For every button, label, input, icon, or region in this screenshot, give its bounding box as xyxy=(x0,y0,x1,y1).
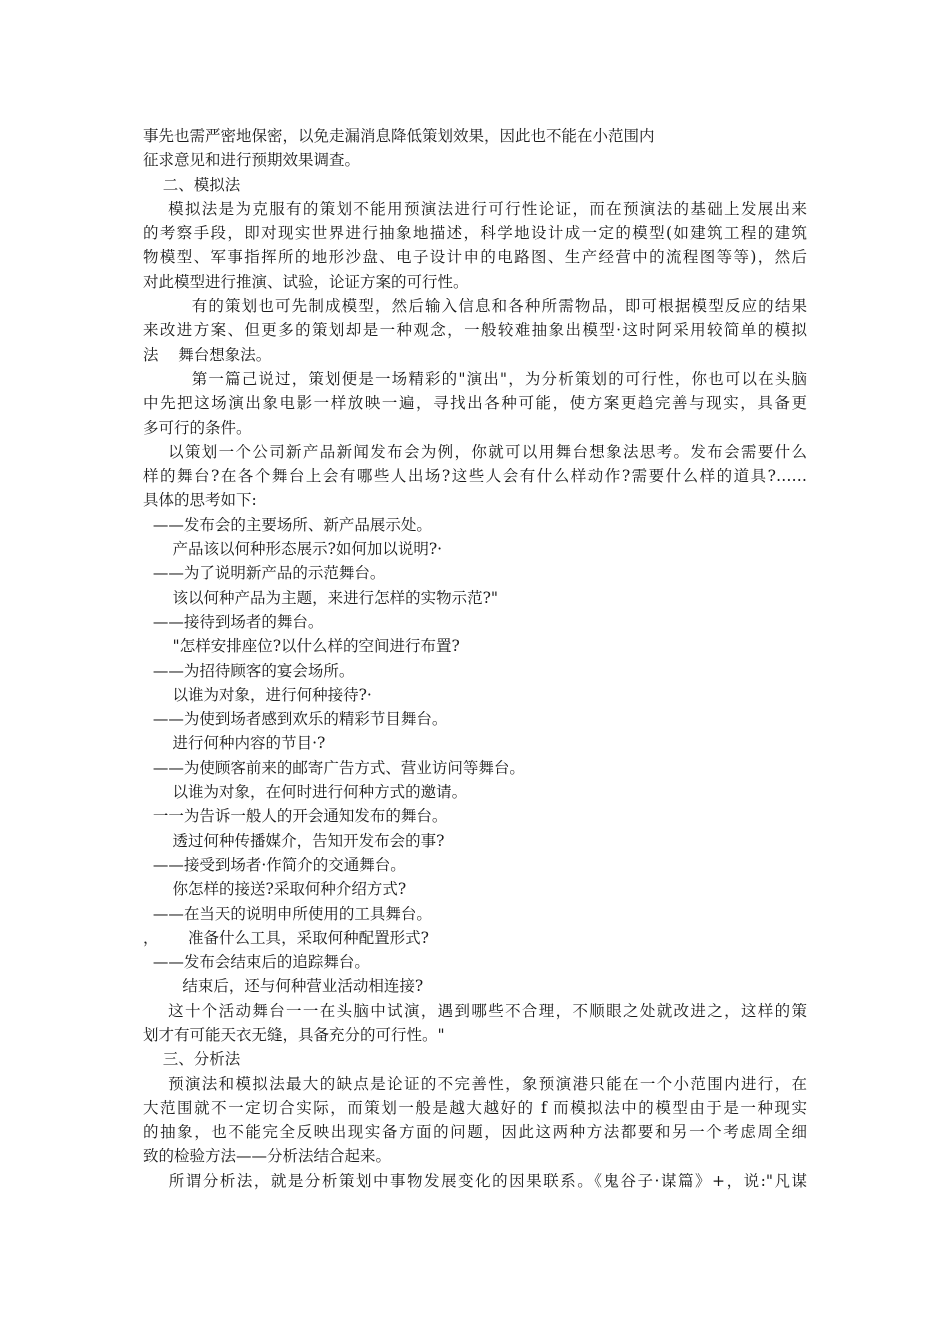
document-body xyxy=(143,124,807,1193)
text-line: 以策划一个公司新产品新闻发布会为例，你就可以用舞台想象法思考。发布会需要什么 xyxy=(143,442,807,461)
text-line: 致的检验方法——分析法结合起来。 xyxy=(143,1147,392,1166)
text-line: "怎样安排座位?以什么样的空间进行布置? xyxy=(143,637,460,656)
text-line: 有的策划也可先制成模型，然后输入信息和各种所需物品，即可根据模型反应的结果 xyxy=(143,297,807,316)
text-line: ——为使顾客前来的邮寄广告方式、营业访问等舞台。 xyxy=(143,758,525,777)
text-line: ——发布会结束后的追踪舞台。 xyxy=(143,953,370,972)
text-line: 法 舞台想象法。 xyxy=(143,345,272,364)
text-line: 你怎样的接送?采取何种介绍方式? xyxy=(143,880,407,899)
text-line: ——为招待顾客的宴会场所。 xyxy=(143,661,355,680)
text-line: 进行何种内容的节目·? xyxy=(143,734,326,753)
text-line: ——接受到场者·作简介的交通舞台。 xyxy=(143,855,406,874)
text-line: 划才有可能天衣无缝，具备充分的可行性。" xyxy=(143,1025,445,1044)
text-line: 产品该以何种形态展示?如何加以说明?· xyxy=(143,540,443,559)
text-line: 预演法和模拟法最大的缺点是论证的不完善性，象预演港只能在一个小范围内进行，在 xyxy=(143,1074,807,1093)
text-line: 具体的思考如下: xyxy=(143,491,257,510)
text-line: ——为了说明新产品的示范舞台。 xyxy=(143,564,386,583)
text-line: 以谁为对象，在何时进行何种方式的邀请。 xyxy=(143,783,468,802)
text-line: 大范围就不一定切合实际，而策划一般是越大越好的 f 而模拟法中的模型由于是一种现实 xyxy=(143,1098,807,1117)
text-line: 所谓分析法，就是分析策划中事物发展变化的因果联系。《鬼谷子·谋篇》+，说:"凡谋 xyxy=(143,1171,807,1190)
text-line: 透过何种传播媒介，告知开发布会的事? xyxy=(143,831,445,850)
text-line: 的考察手段，即对现实世界进行抽象地描述，科学地设计成一定的模型(如建筑工程的建筑 xyxy=(143,224,807,243)
text-line: 的抽象，也不能完全反映出现实备方面的问题，因此这两种方法都要和另一个考虑周全细 xyxy=(143,1123,807,1142)
text-line: ——为使到场者感到欢乐的精彩节目舞台。 xyxy=(143,710,448,729)
text-line: 该以何种产品为主题，来进行怎样的实物示范?" xyxy=(143,588,499,607)
text-line: 征求意见和进行预期效果调查。 xyxy=(143,151,361,170)
text-line: 物模型、军事指挥所的地形沙盘、电子设计申的电路图、生产经营中的流程图等等)，然后 xyxy=(143,248,807,267)
text-line: ——接待到场者的舞台。 xyxy=(143,612,324,631)
text-line: ——在当天的说明申所使用的工具舞台。 xyxy=(143,904,432,923)
text-line: ， 准备什么工具，采取何种配置形式? xyxy=(143,928,429,947)
text-line: 这十个活动舞台一一在头脑中试演，遇到哪些不合理，不顺眼之处就改进之，这样的策 xyxy=(143,1001,807,1020)
text-line: 三、分析法 xyxy=(143,1050,241,1069)
text-line: 事先也需严密地保密，以免走漏消息降低策划效果，因此也不能在小范围内 xyxy=(143,127,655,145)
text-line: 来改进方案、但更多的策划却是一种观念，一般较难抽象出模型·这时阿采用较简单的模拟 xyxy=(143,321,807,340)
text-line: 二、模拟法 xyxy=(143,175,241,194)
text-line: 模拟法是为克服有的策划不能用预演法进行可行性论证，而在预演法的基础上发展出来 xyxy=(143,199,807,218)
text-line: 第一篇己说过，策划便是一场精彩的"演出"，为分析策划的可行性，你也可以在头脑 xyxy=(143,369,807,388)
text-line: 结束后，还与何种营业活动相连接? xyxy=(143,977,424,996)
text-line: 一一为告诉一般人的开会通知发布的舞台。 xyxy=(143,807,448,826)
text-line: 中先把这场演出象电影一样放映一遍，寻找出各种可能，使方案更趋完善与现实，具备更 xyxy=(143,394,807,413)
text-line: 以谁为对象，进行何种接待?· xyxy=(143,685,372,704)
text-line: 多可行的条件。 xyxy=(143,418,252,437)
text-line: ——发布会的主要场所、新产品展示处。 xyxy=(143,515,432,534)
text-line: 对此模型进行推演、试验，论证方案的可行性。 xyxy=(143,272,469,291)
text-line: 样的舞台?在各个舞台上会有哪些人出场?这些人会有什么样动作?需要什么样的道具?…… xyxy=(143,467,807,486)
